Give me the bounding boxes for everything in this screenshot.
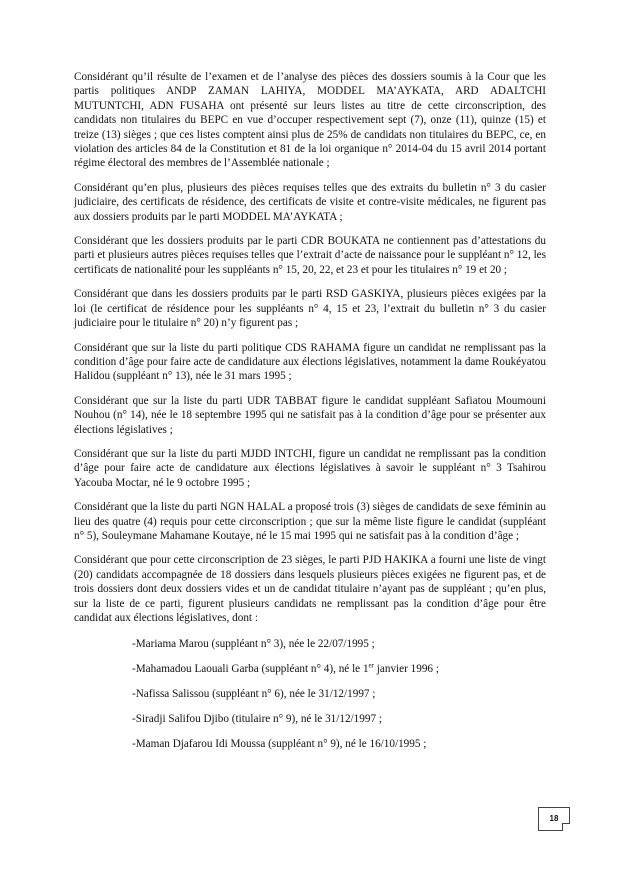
page-curl-icon bbox=[562, 823, 570, 831]
list-item-text: -Mahamadou Laouali Garba (suppléant n° 4), né le 1 bbox=[132, 663, 369, 676]
list-item: -Nafissa Salissou (suppléant n° 6), née le 31/12/1997 ; bbox=[132, 688, 376, 701]
paragraph: Considérant que sur la liste du parti politique CDS RAHAMA figure un candidat ne remplissant pas la condition d’âge pour faire acte de candidature aux élections législatives, notamment la dame Roukéyatou Halidou (suppléant n° 13), née le 31 mars 1995 ; bbox=[74, 341, 546, 383]
list-item: -Maman Djafarou Idi Moussa (suppléant n° 9), né le 16/10/1995 ; bbox=[132, 738, 427, 751]
list-item bbox=[132, 662, 546, 676]
paragraph: Considérant qu’il résulte de l’examen et de l’analyse des pièces des dossiers soumis à la Cour que les partis politiques ANDP ZAMAN LAHIYA, MODDEL MA’AYKATA, ARD ADALTCHI MUTUNTCHI, ADN FUSAHA ont présenté sur leurs listes au titre de cette circonscription, des candidats non titulaires du BEPC en vue d’occuper respectivement sept (7), onze (11), quinze (15) et treize (13) sièges ; que ces listes comptent ainsi plus de 25% de candidats non titulaires du BEPC, ce, en violation des articles 84 de la Constitution et 81 de la loi organique n° 2014-04 du 15 avril 2014 portant régime électoral des membres de l’Assemblée nationale ; bbox=[74, 71, 546, 170]
list-item: -Mariama Marou (suppléant n° 3), née le 22/07/1995 ; bbox=[132, 638, 375, 651]
paragraph: Considérant que sur la liste du parti MJDD INTCHI, figure un candidat ne remplissant pas la condition d’âge pour faire acte de candidature aux élections législatives à savoir le suppléant n° 3 Tsahirou Yacouba Moctar, né le 9 octobre 1995 ; bbox=[74, 447, 546, 489]
paragraph: Considérant que sur la liste du parti UDR TABBAT figure le candidat suppléant Safiatou Moumouni Nouhou (n° 14), née le 18 septembre 1995 qui ne satisfait pas à la condition d’âge pour se présenter aux élections législatives ; bbox=[74, 394, 546, 436]
paragraph: Considérant que dans les dossiers produits par le parti RSD GASKIYA, plusieurs pièces exigées par la loi (le certificat de résidence pour les suppléants n° 4, 15 et 23, l’extrait du bulletin n° 3 du casier judiciaire pour le titulaire n° 20) n’y figurent pas ; bbox=[74, 288, 546, 330]
paragraph: Considérant que la liste du parti NGN HALAL a proposé trois (3) sièges de candidats de sexe féminin au lieu des quatre (4) requis pour cette circonscription ; que sur la même liste figure le candidat (suppléant n° 5), Souleymane Mahamane Koutaye, né le 15 mai 1995 qui ne satisfait pas à la condition d’âge ; bbox=[74, 501, 546, 542]
candidate-list bbox=[132, 637, 546, 751]
ordinal-superscript: er bbox=[368, 661, 374, 670]
list-item: -Siradji Salifou Djibo (titulaire n° 9), né le 31/12/1997 ; bbox=[132, 713, 382, 726]
paragraph: Considérant que les dossiers produits par le parti CDR BOUKATA ne contiennent pas d’attestations du parti et plusieurs autres pièces requises telles que l’extrait d’acte de naissance pour le suppléant n° 12, les certificats de nationalité pour les suppléants n° 15, 20, 22, et 23 et pour les titulaires n° 19 et 20 ; bbox=[74, 235, 546, 276]
paragraph: Considérant qu’en plus, plusieurs des pièces requises telles que des extraits du bulletin n° 3 du casier judiciaire, des certificats de résidence, des certificats de visite et contre-visite médicales, ne figurent pas aux dossiers produits par le parti MODDEL MA’AYKATA ; bbox=[74, 181, 546, 223]
paragraph: Considérant que pour cette circonscription de 23 sièges, le parti PJD HAKIKA a fourni une liste de vingt (20) candidats accompagnée de 18 dossiers dans lesquels plusieurs pièces exigées ne figurent pas, et de trois dossiers dont deux dossiers vides et un de candidat titulaire n’ayant pas de suppléant ; qu’en plus, sur la liste de ce parti, figurent plusieurs candidats ne remplissant pas la condition d’âge pour être candidat aux élections législatives, dont : bbox=[74, 554, 546, 624]
list-item-text: janvier 1996 ; bbox=[374, 663, 439, 676]
document-body bbox=[74, 70, 546, 762]
page-number-label: 18 bbox=[549, 814, 559, 823]
page-number bbox=[538, 807, 570, 831]
